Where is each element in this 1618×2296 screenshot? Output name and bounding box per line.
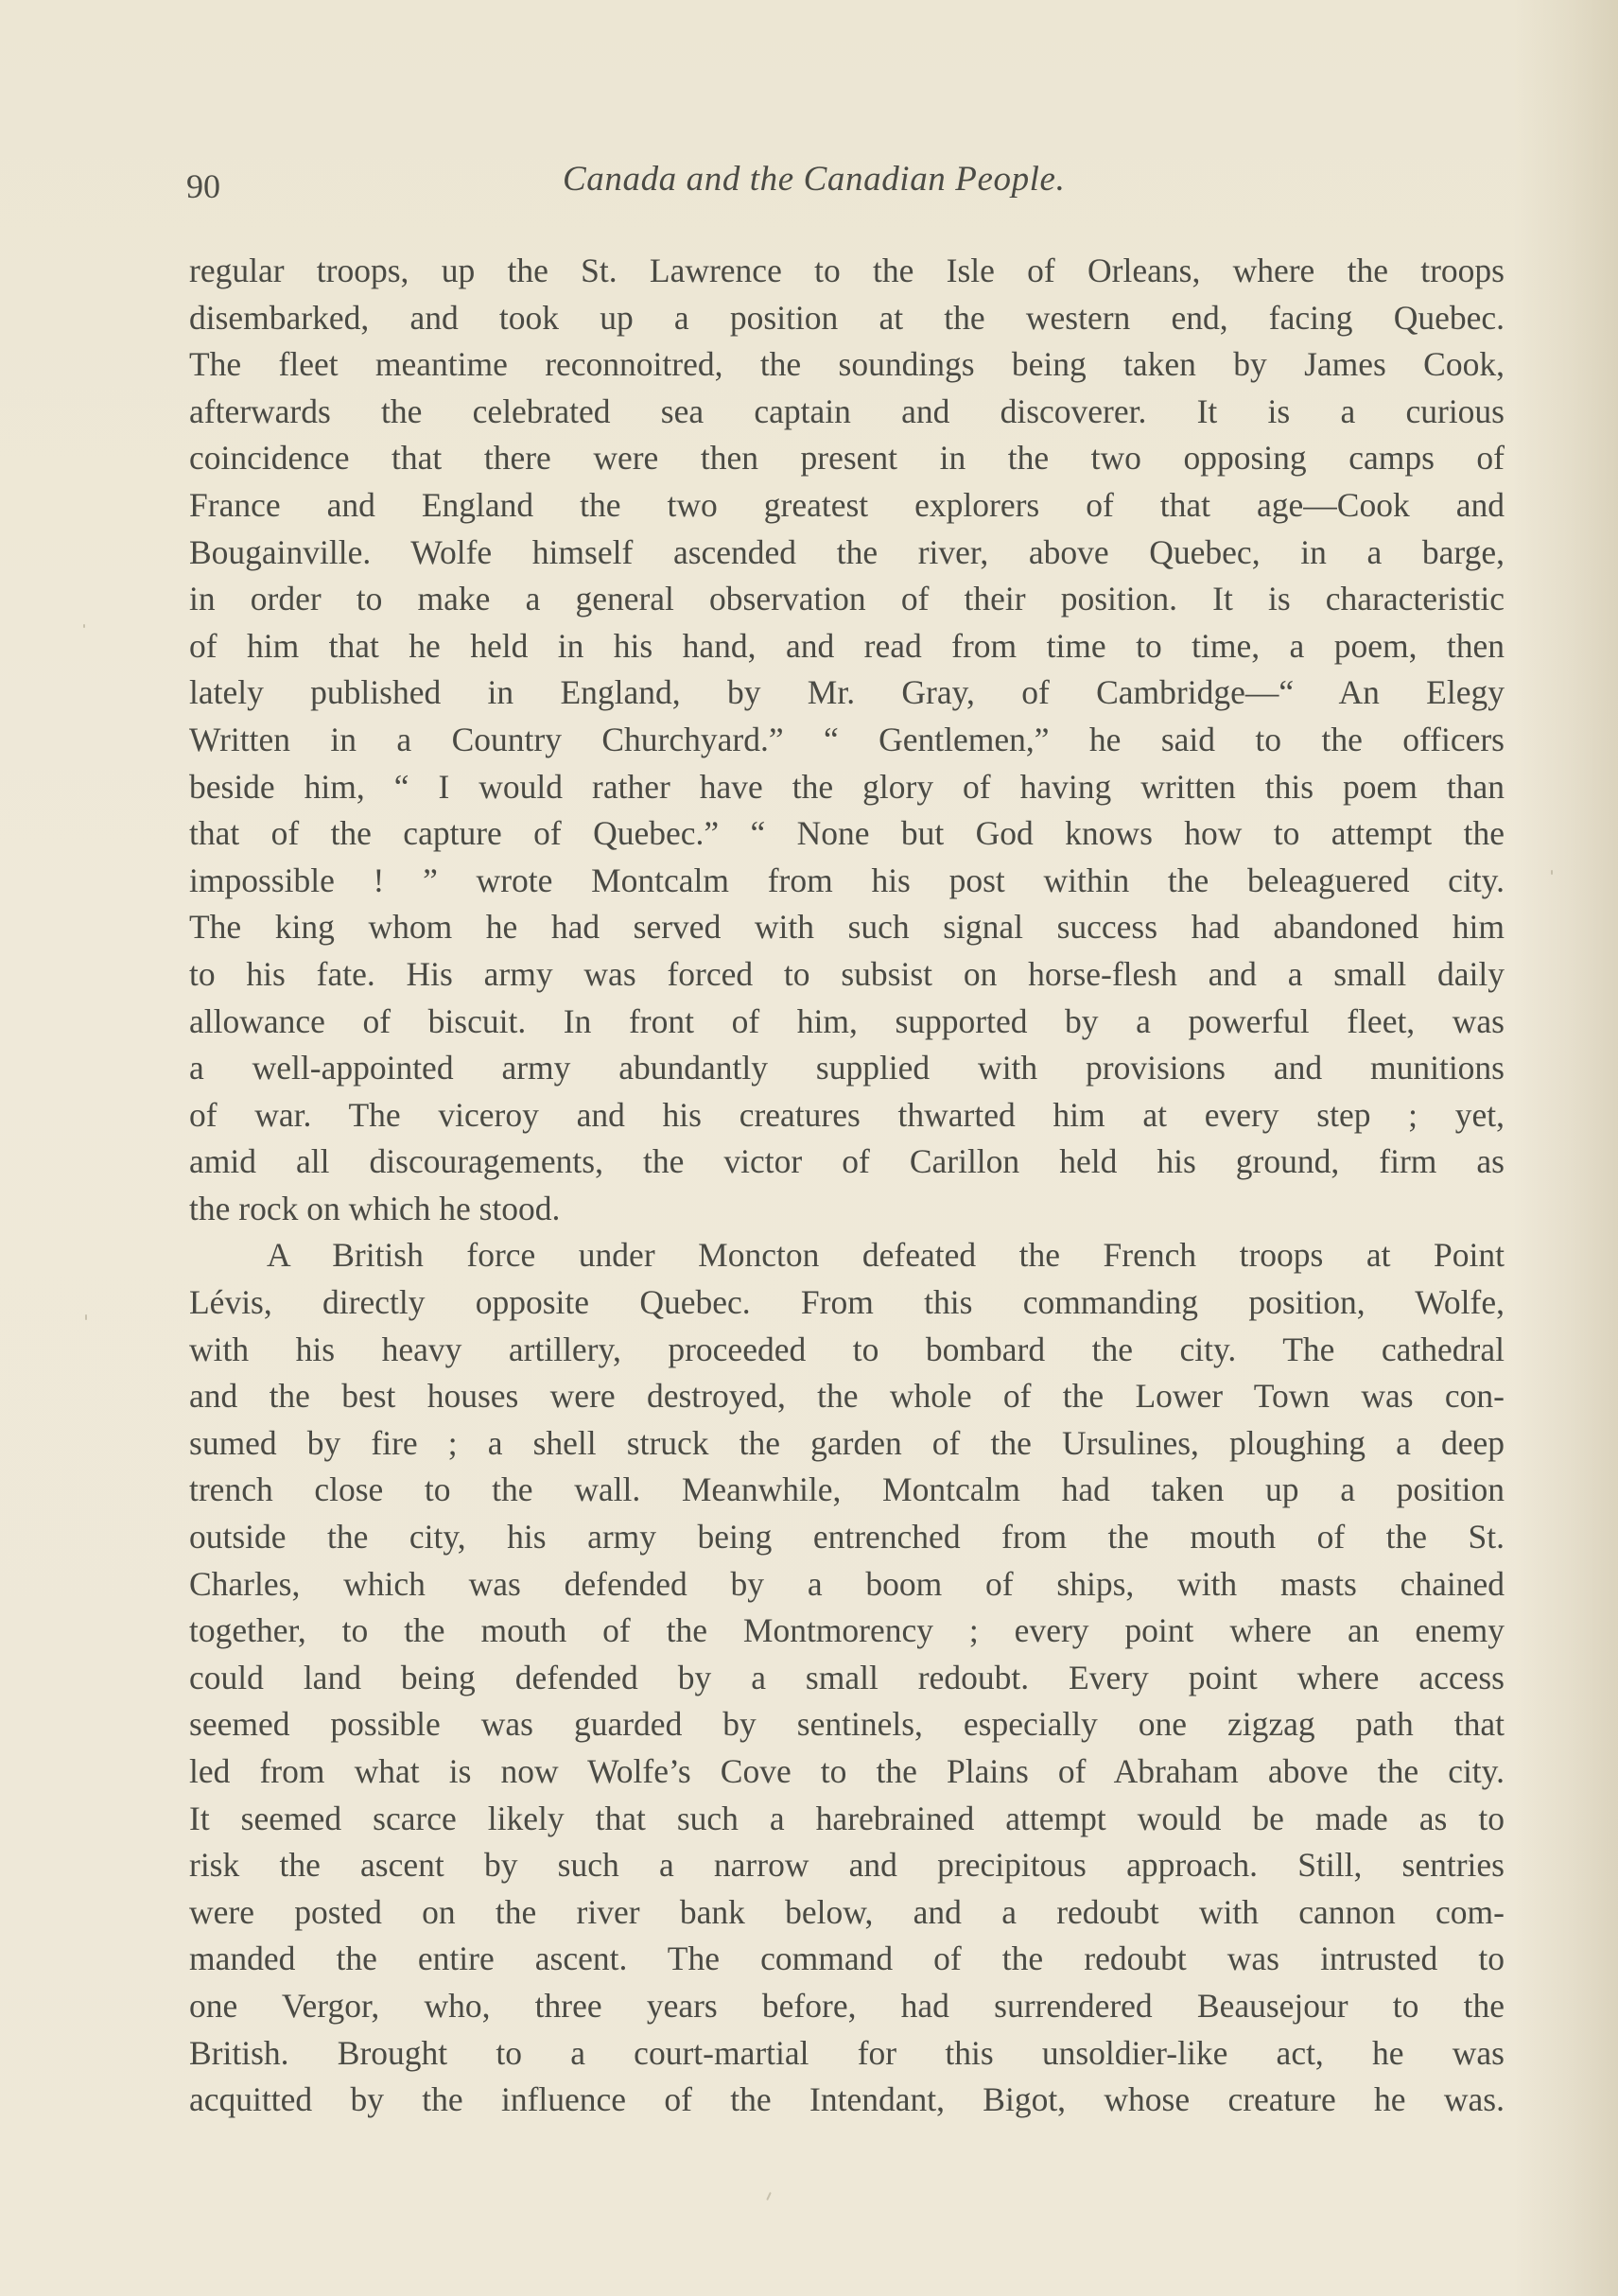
text-line: Lévis, directly opposite Quebec. From this commanding position, Wolfe, bbox=[189, 1283, 1505, 1322]
text-line: beside him, “ I would rather have the glory of having written this poem than bbox=[189, 767, 1505, 806]
text-line: that of the capture of Quebec.” “ None but God knows how to attempt the bbox=[189, 814, 1505, 853]
text-line: afterwards the celebrated sea captain and discoverer. It is a curious bbox=[189, 391, 1505, 430]
text-line: The king whom he had served with such signal success had abandoned him bbox=[189, 908, 1505, 947]
text-line: acquitted by the influence of the Intendant, Bigot, whose creature he was. bbox=[189, 2080, 1505, 2119]
running-title: Canada and the Canadian People. bbox=[563, 160, 1066, 199]
text-line: impossible ! ” wrote Montcalm from his post within the beleaguered city. bbox=[189, 861, 1505, 899]
text-line: trench close to the wall. Meanwhile, Montcalm had taken up a position bbox=[189, 1470, 1505, 1509]
text-line: It seemed scarce likely that such a harebrained attempt would be made as to bbox=[189, 1799, 1505, 1837]
text-line: outside the city, his army being entrenched from the mouth of the St. bbox=[189, 1518, 1505, 1557]
paragraph-end-line: the rock on which he stood. bbox=[189, 1189, 561, 1227]
text-line: led from what is now Wolfe’s Cove to the Plains of Abraham above the city. bbox=[189, 1752, 1505, 1790]
running-head bbox=[186, 159, 1227, 206]
text-line: together, to the mouth of the Montmorency ; every point where an enemy bbox=[189, 1611, 1505, 1650]
text-line: to his fate. His army was forced to subsist on horse-flesh and a small daily bbox=[189, 954, 1505, 993]
text-line: disembarked, and took up a position at the western end, facing Quebec. bbox=[189, 298, 1505, 337]
text-line: France and England the two greatest explorers of that age—Cook and bbox=[189, 485, 1505, 524]
text-line: Charles, which was defended by a boom of ships, with masts chained bbox=[189, 1564, 1505, 1603]
text-line: a well-appointed army abundantly supplied with provisions and munitions bbox=[189, 1049, 1505, 1087]
paper-speck bbox=[766, 2192, 772, 2200]
text-line: one Vergor, who, three years before, had surrendered Beausejour to the bbox=[189, 1986, 1505, 2025]
body-text bbox=[189, 248, 1505, 2124]
paper-speck bbox=[1551, 870, 1553, 875]
text-line: were posted on the river bank below, and a redoubt with cannon com- bbox=[189, 1892, 1505, 1931]
text-line: of him that he held in his hand, and read from time to time, a poem, then bbox=[189, 626, 1505, 665]
text-line: British. Brought to a court-martial for this unsoldier-like act, he was bbox=[189, 2033, 1505, 2072]
text-line: and the best houses were destroyed, the whole of the Lower Town was con- bbox=[189, 1377, 1505, 1416]
text-line: risk the ascent by such a narrow and precipitous approach. Still, sentries bbox=[189, 1846, 1505, 1885]
text-line: coincidence that there were then present in the two opposing camps of bbox=[189, 439, 1505, 478]
text-line: in order to make a general observation of their position. It is characteristic bbox=[189, 580, 1505, 618]
text-line: lately published in England, by Mr. Gray, of Cambridge—“ An Elegy bbox=[189, 673, 1505, 712]
text-line: seemed possible was guarded by sentinels, especially one zigzag path that bbox=[189, 1705, 1505, 1744]
paper-speck bbox=[85, 1314, 87, 1320]
text-line: with his heavy artillery, proceeded to bombard the city. The cathedral bbox=[189, 1330, 1505, 1368]
text-line: of war. The viceroy and his creatures thwarted him at every step ; yet, bbox=[189, 1095, 1505, 1134]
paper-speck bbox=[83, 624, 85, 628]
text-line: Written in a Country Churchyard.” “ Gentlemen,” he said to the officers bbox=[189, 720, 1505, 758]
text-line: regular troops, up the St. Lawrence to the Isle of Orleans, where the troops bbox=[189, 252, 1505, 289]
text-line: manded the entire ascent. The command of the redoubt was intrusted to bbox=[189, 1939, 1505, 1978]
page-number: 90 bbox=[186, 167, 220, 205]
text-line: The fleet meantime reconnoitred, the soundings being taken by James Cook, bbox=[189, 345, 1505, 384]
paragraph-start-line: A British force under Moncton defeated the French troops at Point bbox=[267, 1236, 1505, 1275]
text-line: could land being defended by a small redoubt. Every point where access bbox=[189, 1658, 1505, 1696]
text-line: sumed by fire ; a shell struck the garden of the Ursulines, ploughing a deep bbox=[189, 1423, 1505, 1462]
text-line: amid all discouragements, the victor of Carillon held his ground, firm as bbox=[189, 1142, 1505, 1181]
text-line: allowance of biscuit. In front of him, supported by a powerful fleet, was bbox=[189, 1001, 1505, 1040]
text-line: Bougainville. Wolfe himself ascended the river, above Quebec, in a barge, bbox=[189, 532, 1505, 571]
